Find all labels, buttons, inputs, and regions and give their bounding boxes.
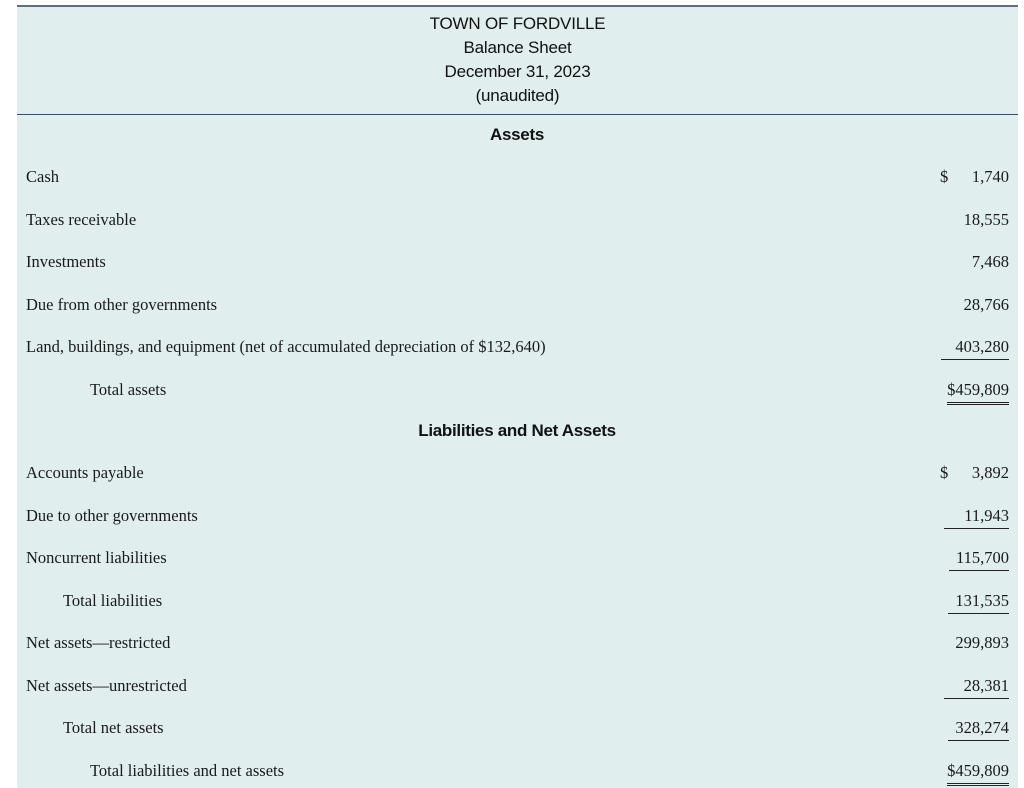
grand-total-label: Total liabilities and net assets xyxy=(90,761,285,780)
table-row xyxy=(17,250,1018,276)
total-assets-amount: $459,809 xyxy=(947,378,1009,405)
line-item-label: Due to other governments xyxy=(26,506,198,525)
line-item-label: Investments xyxy=(26,252,106,271)
total-row xyxy=(17,378,1018,404)
line-item-amount: 28,766 xyxy=(963,295,1009,314)
total-net-assets-amount: 328,274 xyxy=(948,716,1009,741)
table-row xyxy=(17,208,1018,234)
line-item-label: Cash xyxy=(26,167,59,186)
line-item-amount: 28,381 xyxy=(944,674,1009,699)
total-net-assets-label: Total net assets xyxy=(63,718,164,737)
line-item-amount: 115,700 xyxy=(949,546,1009,571)
line-item-amount: 11,943 xyxy=(944,504,1009,529)
line-item-amount: 403,280 xyxy=(941,335,1009,360)
line-item-label: Land, buildings, and equipment (net of accumulated depreciation of $132,640) xyxy=(26,337,546,356)
subtotal-row xyxy=(17,716,1018,742)
audit-note: (unaudited) xyxy=(475,86,560,105)
line-item-amount: 1,740 xyxy=(971,167,1009,186)
table-row xyxy=(17,674,1018,700)
line-item-label: Due from other governments xyxy=(26,295,218,314)
line-item-label: Net assets—unrestricted xyxy=(26,676,187,695)
line-item-amount: 7,468 xyxy=(971,252,1009,271)
balance-sheet-panel xyxy=(17,5,1018,788)
table-row xyxy=(17,504,1018,530)
organization-name: TOWN OF FORDVILLE xyxy=(429,14,606,33)
line-item-amount: 299,893 xyxy=(955,633,1009,652)
statement-date: December 31, 2023 xyxy=(444,62,591,81)
currency-symbol: $ xyxy=(940,463,949,482)
line-item-label: Accounts payable xyxy=(26,463,144,482)
statement-title: Balance Sheet xyxy=(463,38,572,57)
table-row xyxy=(17,461,1018,487)
subtotal-row xyxy=(17,589,1018,615)
total-liabilities-amount: 131,535 xyxy=(948,589,1009,614)
line-item-amount: 18,555 xyxy=(963,210,1009,229)
table-row xyxy=(17,631,1018,657)
line-item-label: Taxes receivable xyxy=(26,210,137,229)
liabilities-heading: Liabilities and Net Assets xyxy=(418,421,616,440)
line-item-amount: 3,892 xyxy=(971,463,1009,482)
grand-total-amount: $459,809 xyxy=(947,759,1009,786)
table-row xyxy=(17,293,1018,319)
currency-symbol: $ xyxy=(940,167,949,186)
table-row xyxy=(17,335,1018,361)
table-row xyxy=(17,546,1018,572)
assets-heading: Assets xyxy=(490,125,544,144)
table-row xyxy=(17,165,1018,191)
total-liabilities-label: Total liabilities xyxy=(63,591,163,610)
total-row xyxy=(17,759,1018,785)
total-assets-label: Total assets xyxy=(90,380,167,399)
statement-header xyxy=(17,7,1018,115)
line-item-label: Noncurrent liabilities xyxy=(26,548,167,567)
line-item-label: Net assets—restricted xyxy=(26,633,171,652)
